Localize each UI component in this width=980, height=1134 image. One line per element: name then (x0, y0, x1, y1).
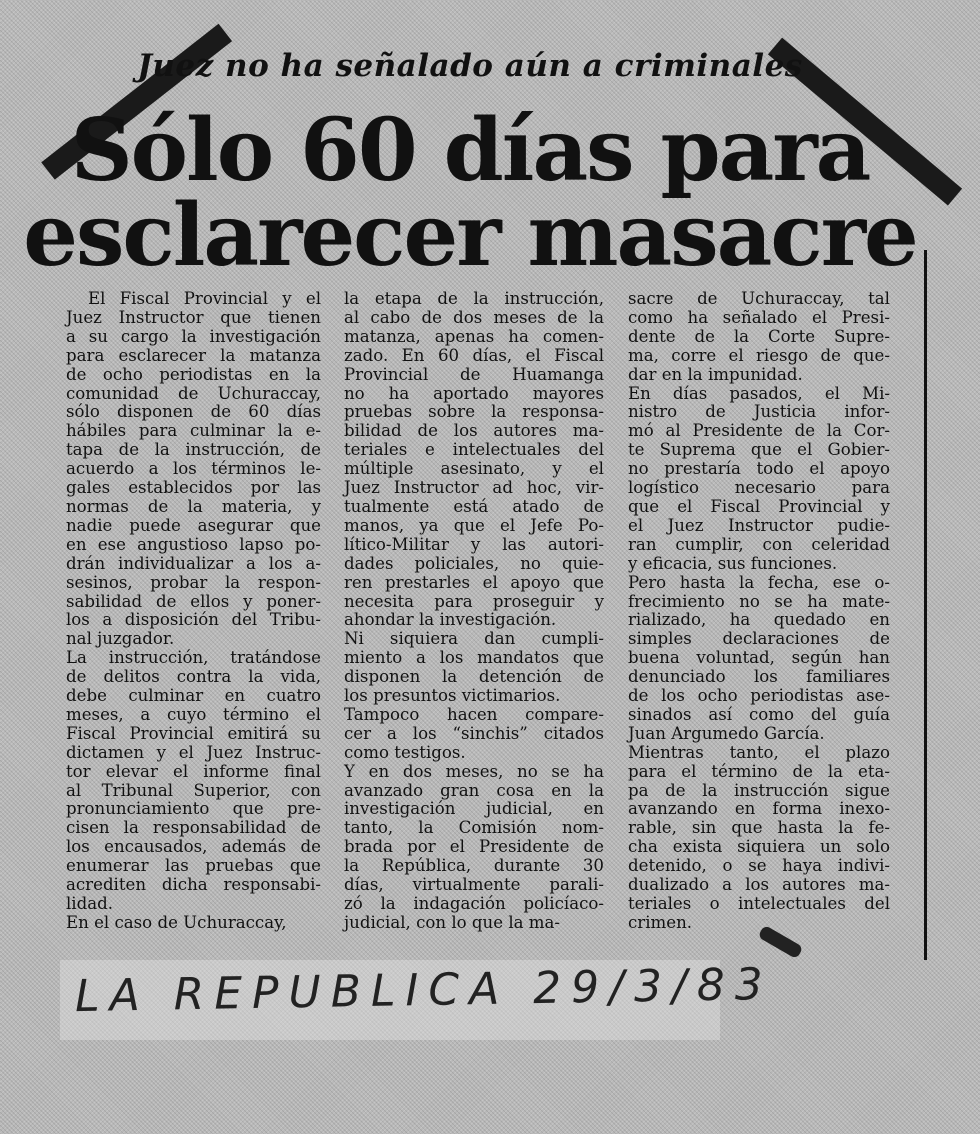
text-line: lítico-Militar y las autori- (344, 534, 604, 554)
kicker: Juez no ha señalado aún a criminales (137, 48, 803, 84)
text-line: sólo disponen de 60 días (66, 402, 321, 422)
clipping-edge (924, 250, 927, 960)
text-line: múltiple asesinato, y el (344, 459, 604, 479)
text-line: Provincial de Huamanga (344, 364, 604, 384)
headline-line-1: Sólo 60 días para (70, 100, 870, 201)
text-line: Juez Instructor que tienen (66, 307, 321, 327)
column-2 (344, 290, 604, 933)
text-line: zado. En 60 días, el Fiscal (344, 345, 604, 365)
column-3 (628, 290, 890, 933)
text-line: sacre de Uchuraccay, tal (628, 289, 890, 308)
text-line: al Tribunal Superior, con (66, 780, 321, 800)
text-line: ahondar la investigación. (344, 610, 557, 630)
text-line: los encausados, además de (66, 837, 321, 857)
text-line: gales establecidos por las (66, 478, 321, 498)
text-line: no prestaría todo el apoyo (628, 459, 890, 479)
text-line: teriales o intelectuales del (628, 894, 890, 913)
text-line: rializado, ha quedado en (628, 610, 890, 630)
text-line: normas de la materia, y (66, 496, 321, 516)
text-line: matanza, apenas ha comen- (344, 326, 604, 346)
text-line: pa de la instrucción sigue (628, 780, 890, 800)
text-line: enumerar las pruebas que (66, 856, 321, 876)
text-line: dades policiales, no quie- (344, 553, 604, 573)
text-line: te Suprema que el Gobier- (628, 440, 890, 460)
text-line: tapa de la instrucción, de (66, 440, 321, 460)
text-line: dar en la impunidad. (628, 364, 803, 384)
text-line: judicial, con lo que la ma- (344, 912, 561, 932)
text-line: bilidad de los autores ma- (344, 421, 604, 441)
text-line: Pero hasta la fecha, ese o- (628, 572, 890, 592)
text-line: pronunciamiento que pre- (66, 799, 321, 819)
text-line: detenido, o se haya indivi- (628, 856, 890, 876)
text-line: Juan Argumedo García. (628, 723, 825, 743)
text-line: días, virtualmente parali- (344, 875, 604, 895)
text-line: sabilidad de ellos y poner- (66, 591, 321, 611)
text-line: frecimiento no se ha mate- (628, 591, 890, 611)
text-line: mó al Presidente de la Cor- (628, 421, 890, 441)
text-line: nistro de Justicia infor- (628, 402, 890, 422)
text-line: nal juzgador. (66, 629, 175, 649)
text-line: de ocho periodistas en la (66, 364, 321, 384)
text-line: drán individualizar a los a- (66, 553, 321, 573)
text-line: los a disposición del Tribu- (66, 610, 321, 630)
text-line: investigación judicial, en (344, 799, 604, 819)
text-line: avanzado gran cosa en la (344, 780, 604, 800)
text-line: Juez Instructor ad hoc, vir- (344, 478, 604, 498)
text-line: de delitos contra la vida, (66, 667, 321, 687)
text-line: teriales e intelectuales del (344, 440, 604, 460)
text-line: tor elevar el informe final (66, 761, 321, 781)
text-line: ma, corre el riesgo de que- (628, 345, 890, 365)
text-line: acuerdo a los términos le- (66, 459, 321, 479)
text-line: Fiscal Provincial emitirá su (66, 723, 321, 743)
text-line: no ha aportado mayores (344, 383, 604, 403)
text-line: sesinos, probar la respon- (66, 572, 321, 592)
text-line: al cabo de dos meses de la (344, 307, 604, 327)
text-line: Mientras tanto, el plazo (628, 742, 890, 762)
text-line: para esclarecer la matanza (66, 345, 321, 365)
text-line: brada por el Presidente de (344, 837, 604, 857)
text-line: la República, durante 30 (344, 856, 604, 876)
text-line: necesita para proseguir y (344, 591, 604, 611)
text-line: Tampoco hacen compare- (344, 704, 604, 724)
handwritten-source-date: LA REPUBLICA 29/3/83 (74, 958, 774, 1023)
text-line: a su cargo la investigación (66, 326, 321, 346)
text-line: crimen. (628, 912, 693, 932)
text-line: ren prestarles el apoyo que (344, 572, 604, 592)
text-line: la etapa de la instrucción, (344, 289, 604, 308)
text-line: lidad. (66, 894, 114, 913)
text-line: Y en dos meses, no se ha (344, 761, 604, 781)
text-line: cisen la responsabilidad de (66, 818, 321, 838)
text-line: tanto, la Comisión nom- (344, 818, 604, 838)
text-line: acrediten dicha responsabi- (66, 875, 321, 895)
text-line: hábiles para culminar la e- (66, 421, 321, 441)
text-line: denunciado los familiares (628, 667, 890, 687)
text-line: para el término de la eta- (628, 761, 890, 781)
text-line: sinados así como del guía (628, 704, 890, 724)
text-line: logístico necesario para (628, 478, 890, 498)
text-line: que el Fiscal Provincial y (628, 496, 890, 516)
text-line: dente de la Corte Supre- (628, 326, 890, 346)
text-line: como testigos. (344, 742, 466, 762)
text-line: dualizado a los autores ma- (628, 875, 890, 895)
text-line: de los ocho periodistas ase- (628, 686, 890, 706)
text-line: comunidad de Uchuraccay, (66, 383, 321, 403)
text-line: los presuntos victimarios. (344, 686, 561, 706)
text-line: En el caso de Uchuraccay, (66, 912, 287, 932)
text-line: manos, ya que el Jefe Po- (344, 515, 604, 535)
text-line: ran cumplir, con celeridad (628, 534, 890, 554)
text-line: zó la indagación policíaco- (344, 894, 604, 913)
headline-line-2: esclarecer masacre (23, 185, 917, 286)
text-line: como ha señalado el Presi- (628, 307, 890, 327)
text-line: en ese angustioso lapso po- (66, 534, 321, 554)
text-line: disponen la detención de (344, 667, 604, 687)
text-line: pruebas sobre la responsa- (344, 402, 604, 422)
text-line: cha exista siquiera un solo (628, 837, 890, 857)
text-line: En días pasados, el Mi- (628, 383, 890, 403)
text-line: y eficacia, sus funciones. (628, 553, 838, 573)
text-line: debe culminar en cuatro (66, 686, 321, 706)
text-line: La instrucción, tratándose (66, 648, 321, 668)
text-line: nadie puede asegurar que (66, 515, 321, 535)
text-line: simples declaraciones de (628, 629, 890, 649)
text-line: tualmente está atado de (344, 496, 604, 516)
text-line: avanzando en forma inexo- (628, 799, 890, 819)
text-line: cer a los “sinchis” citados (344, 723, 604, 743)
text-line: dictamen y el Juez Instruc- (66, 742, 321, 762)
text-line: Ni siquiera dan cumpli- (344, 629, 604, 649)
text-line: miento a los mandatos que (344, 648, 604, 668)
text-line: buena voluntad, según han (628, 648, 890, 668)
text-line: el Juez Instructor pudie- (628, 515, 890, 535)
text-line: meses, a cuyo término el (66, 704, 321, 724)
text-line: rable, sin que hasta la fe- (628, 818, 890, 838)
column-1 (66, 290, 321, 933)
text-line: El Fiscal Provincial y el (88, 289, 321, 308)
